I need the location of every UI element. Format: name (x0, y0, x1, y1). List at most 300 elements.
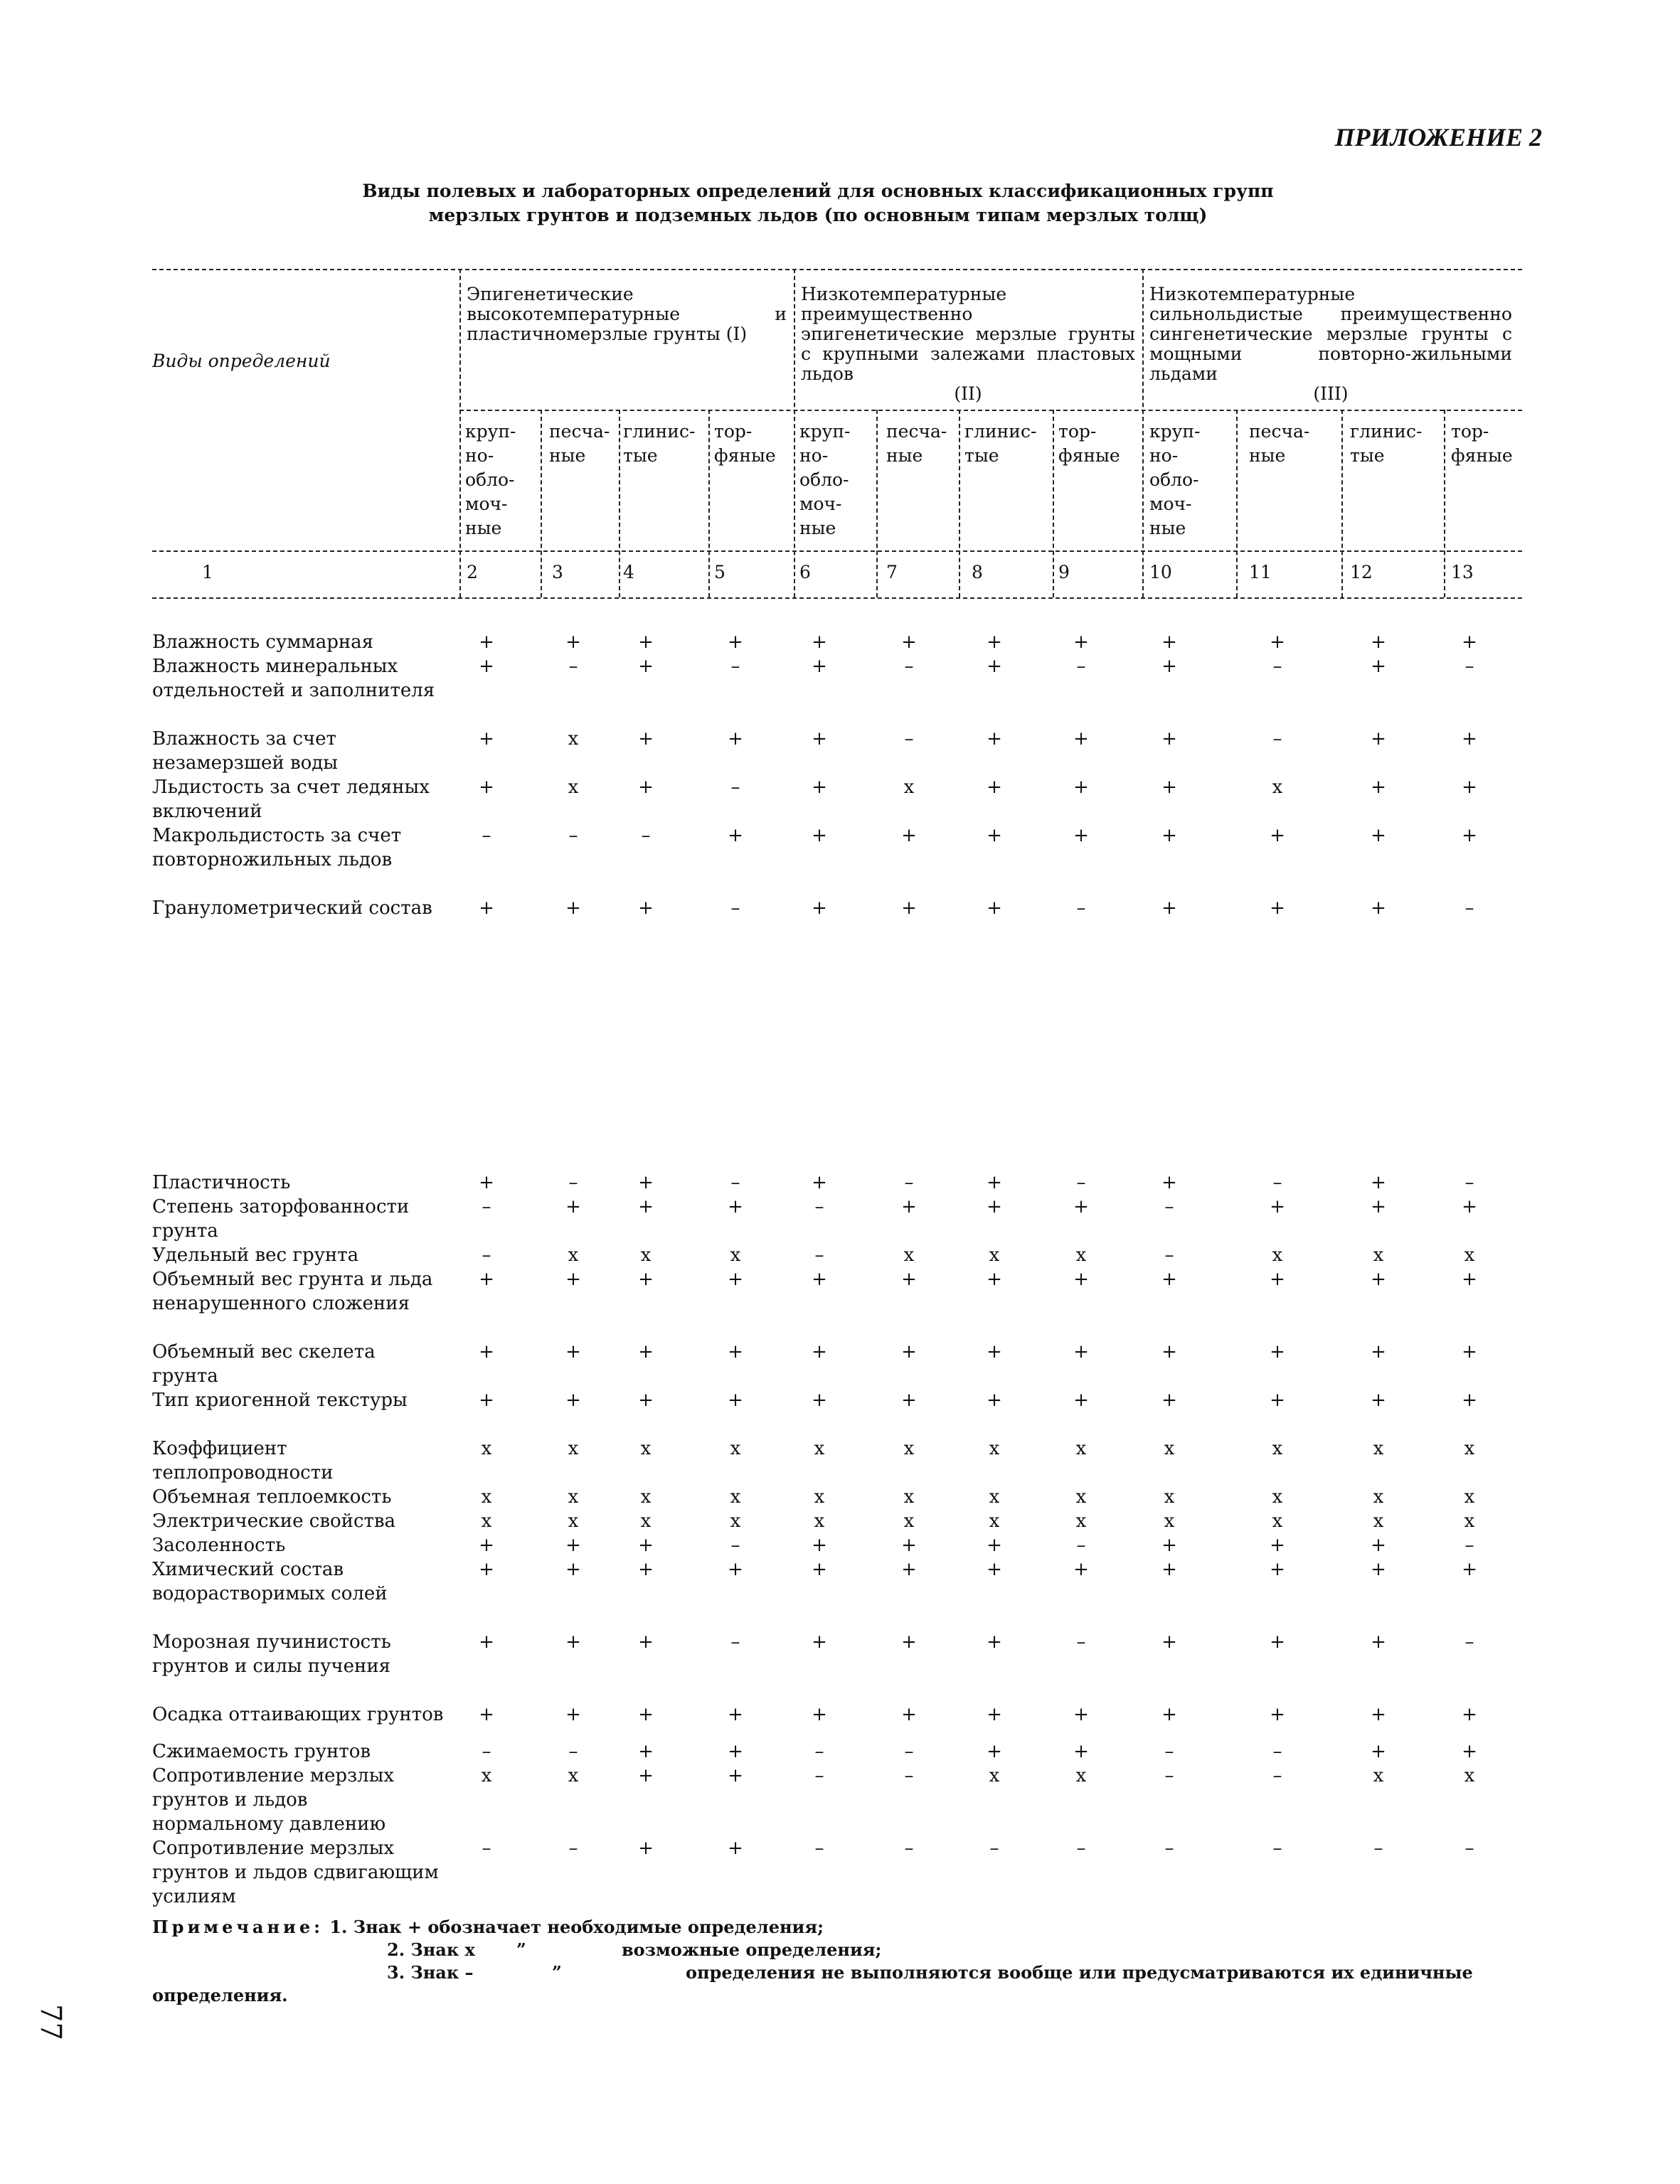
subheader-cell: круп- но- обло- моч- ные (465, 421, 516, 538)
value-mark: х (1373, 1511, 1384, 1532)
value-mark: + (987, 1741, 1002, 1762)
value-mark: + (987, 1390, 1002, 1411)
value-mark: – (814, 1765, 824, 1786)
value-mark: х (568, 1511, 579, 1532)
value-mark: + (728, 1704, 743, 1725)
value-mark: + (638, 1172, 654, 1193)
value-mark: х (730, 1511, 741, 1532)
value-mark: + (987, 728, 1002, 750)
value-mark: + (987, 656, 1002, 677)
value-mark: + (1462, 728, 1477, 750)
value-mark: + (1161, 1535, 1177, 1556)
value-mark: + (1073, 777, 1089, 798)
value-mark: + (1161, 728, 1177, 750)
value-mark: + (1161, 656, 1177, 677)
value-mark: + (1371, 1535, 1386, 1556)
value-mark: + (1161, 1341, 1177, 1363)
value-mark: + (638, 1535, 654, 1556)
value-mark: – (904, 1765, 914, 1786)
value-mark: + (479, 632, 494, 653)
value-mark: – (568, 1172, 578, 1193)
value-mark: – (1076, 1535, 1086, 1556)
value-mark: + (901, 1631, 917, 1653)
value-mark: – (1272, 1765, 1282, 1786)
note-item-2-text: возможные определения; (622, 1939, 882, 1960)
value-mark: – (1164, 1196, 1174, 1218)
row-label: Засоленность (152, 1535, 286, 1556)
value-mark: + (1371, 1390, 1386, 1411)
value-mark: + (638, 656, 654, 677)
value-mark: + (1073, 1390, 1089, 1411)
value-mark: + (638, 728, 654, 750)
value-mark: – (814, 1838, 824, 1859)
value-mark: х (903, 1438, 915, 1459)
title-line-2: мерзлых грунтов и подземных льдов (по основным типам мерзлых толщ) (428, 205, 1208, 225)
value-mark: – (904, 656, 914, 677)
row-label: Объемный вес грунта и льда ненарушенного сложения (152, 1269, 433, 1314)
row-label: Гранулометрический состав (152, 897, 432, 919)
value-mark: + (1462, 1390, 1477, 1411)
value-mark: + (1270, 1704, 1285, 1725)
document-title (285, 179, 1351, 228)
value-mark: + (728, 632, 743, 653)
value-mark: + (1161, 1631, 1177, 1653)
value-mark: + (1073, 728, 1089, 750)
value-mark: + (479, 656, 494, 677)
value-mark: + (565, 1535, 581, 1556)
value-mark: + (812, 1559, 827, 1580)
value-mark: + (1371, 777, 1386, 798)
value-mark: + (565, 1704, 581, 1725)
value-mark: – (730, 777, 740, 798)
value-mark: х (1373, 1765, 1384, 1786)
row-label: Удельный вес грунта (152, 1245, 359, 1266)
value-mark: + (1161, 1704, 1177, 1725)
note (152, 1916, 1561, 2007)
value-mark: + (1371, 632, 1386, 653)
value-mark: + (638, 897, 654, 919)
value-mark: – (1272, 656, 1282, 677)
value-mark: х (730, 1245, 741, 1266)
value-mark: + (1270, 1631, 1285, 1653)
value-mark: – (1464, 1838, 1474, 1859)
value-mark: + (987, 1704, 1002, 1725)
value-mark: х (903, 1245, 915, 1266)
note-item-3-quote: ” (552, 1962, 562, 1983)
value-mark: + (1270, 1559, 1285, 1580)
value-mark: + (901, 1269, 917, 1290)
value-mark: х (568, 728, 579, 750)
value-mark: + (987, 825, 1002, 846)
value-mark: х (1373, 1245, 1384, 1266)
value-mark: + (1371, 656, 1386, 677)
note-item-2-quote: ” (516, 1939, 526, 1960)
value-mark: х (1272, 1245, 1283, 1266)
value-mark: х (989, 1438, 1000, 1459)
row-label: Влажность минеральных отдельностей и заполнителя (152, 656, 435, 701)
value-mark: + (1161, 1390, 1177, 1411)
value-mark: х (1464, 1511, 1475, 1532)
value-mark: + (1371, 1704, 1386, 1725)
value-mark: – (1076, 1172, 1086, 1193)
value-mark: – (730, 1172, 740, 1193)
row-label: Пластичность (152, 1172, 291, 1193)
value-mark: + (1270, 897, 1285, 919)
column-number: 6 (799, 562, 811, 582)
subheader-cell: круп- но- обло- моч- ные (1149, 421, 1201, 538)
value-mark: + (812, 1631, 827, 1653)
value-mark: – (1164, 1765, 1174, 1786)
value-mark: + (565, 897, 581, 919)
value-mark: – (1076, 897, 1086, 919)
value-mark: + (812, 1341, 827, 1363)
value-mark: – (989, 1838, 999, 1859)
value-mark: + (479, 1631, 494, 1653)
value-mark: + (1462, 632, 1477, 653)
value-mark: х (814, 1486, 825, 1508)
value-mark: х (989, 1765, 1000, 1786)
value-mark: + (1270, 1535, 1285, 1556)
value-mark: + (812, 897, 827, 919)
value-mark: – (1272, 1838, 1282, 1859)
group-header-1-text: Эпигенетические высокотемпературные и пластичномерзлые грунты (I) (467, 284, 787, 344)
value-mark: + (728, 1741, 743, 1762)
note-item-3-text: определения не выполняются вообще или предусматриваются их единичные (686, 1962, 1473, 1983)
value-mark: + (565, 1196, 581, 1218)
value-mark: – (814, 1196, 824, 1218)
value-mark: – (904, 1838, 914, 1859)
row-label: Макрольдистость за счет повторножильных льдов (152, 825, 402, 870)
value-mark: + (479, 1341, 494, 1363)
value-mark: х (481, 1438, 492, 1459)
value-mark: х (903, 777, 915, 798)
value-mark: + (812, 1704, 827, 1725)
value-mark: + (812, 656, 827, 677)
value-mark: – (482, 1245, 491, 1266)
row-label: Степень заторфованности грунта (152, 1196, 410, 1242)
value-mark: + (987, 632, 1002, 653)
value-mark: + (638, 1196, 654, 1218)
note-line-2 (152, 1939, 1561, 1961)
value-mark: + (1270, 1269, 1285, 1290)
column-number: 5 (714, 562, 725, 582)
value-mark: х (989, 1486, 1000, 1508)
value-mark: – (1464, 1535, 1474, 1556)
value-mark: + (1371, 1341, 1386, 1363)
value-mark: + (1270, 1341, 1285, 1363)
value-mark: + (987, 1269, 1002, 1290)
row-label: Влажность за счет незамерзшей воды (152, 728, 338, 774)
value-mark: х (814, 1511, 825, 1532)
value-mark: + (728, 1838, 743, 1859)
value-mark: + (1462, 1341, 1477, 1363)
group-header-3 (1149, 284, 1512, 404)
value-mark: х (481, 1511, 492, 1532)
value-mark: – (1373, 1838, 1383, 1859)
value-mark: + (1371, 1172, 1386, 1193)
value-mark: + (901, 1196, 917, 1218)
value-mark: + (901, 1559, 917, 1580)
column-number: 7 (886, 562, 898, 582)
value-mark: х (568, 1765, 579, 1786)
value-mark: + (565, 632, 581, 653)
value-mark: х (989, 1245, 1000, 1266)
value-mark: + (1371, 1741, 1386, 1762)
value-mark: х (1272, 1486, 1283, 1508)
value-mark: х (1075, 1438, 1087, 1459)
value-mark: х (903, 1486, 915, 1508)
value-mark: х (568, 1438, 579, 1459)
column-number: 11 (1249, 562, 1272, 582)
note-line-4: определения. (152, 1985, 288, 2005)
value-mark: + (812, 825, 827, 846)
value-mark: + (1073, 1196, 1089, 1218)
value-mark: + (479, 1704, 494, 1725)
subheader-cell: круп- но- обло- моч- ные (799, 421, 851, 538)
note-item-3-sign: 3. Знак – (387, 1962, 474, 1983)
value-mark: + (1161, 1269, 1177, 1290)
value-mark: + (901, 1390, 917, 1411)
value-mark: + (1161, 1559, 1177, 1580)
column-number: 12 (1350, 562, 1373, 582)
value-mark: х (1464, 1486, 1475, 1508)
column-number: 10 (1149, 562, 1172, 582)
group-header-3-number: (III) (1313, 383, 1349, 404)
value-mark: + (1371, 1269, 1386, 1290)
value-mark: х (730, 1438, 741, 1459)
row-label: Тип криогенной текстуры (152, 1390, 408, 1411)
value-mark: + (1270, 1196, 1285, 1218)
value-mark: + (812, 1390, 827, 1411)
value-mark: + (901, 1535, 917, 1556)
group-header-2 (801, 284, 1135, 404)
value-mark: + (728, 1269, 743, 1290)
group-header-1 (467, 284, 787, 344)
value-mark: х (481, 1486, 492, 1508)
value-mark: + (901, 825, 917, 846)
value-mark: – (1464, 1172, 1474, 1193)
value-mark: х (1373, 1486, 1384, 1508)
row-label: Объемный вес скелета грунта (152, 1341, 376, 1387)
value-mark: х (1272, 1438, 1283, 1459)
note-heading: Примечание: (152, 1917, 324, 1937)
value-mark: – (1464, 656, 1474, 677)
value-mark: + (1161, 897, 1177, 919)
value-mark: + (987, 897, 1002, 919)
value-mark: + (479, 1390, 494, 1411)
row-label: Коэффициент теплопроводности (152, 1438, 334, 1483)
subheader-cell: глинис- тые (964, 421, 1037, 466)
column-number: 13 (1451, 562, 1474, 582)
value-mark: х (1373, 1438, 1384, 1459)
value-mark: + (638, 1269, 654, 1290)
value-mark: – (1076, 1838, 1086, 1859)
value-mark: – (482, 1838, 491, 1859)
value-mark: + (638, 1390, 654, 1411)
value-mark: + (1462, 1196, 1477, 1218)
value-mark: – (1164, 1741, 1174, 1762)
value-mark: х (989, 1511, 1000, 1532)
value-mark: х (1075, 1486, 1087, 1508)
value-mark: + (1371, 897, 1386, 919)
value-mark: + (638, 632, 654, 653)
value-mark: + (638, 1341, 654, 1363)
value-mark: х (1075, 1511, 1087, 1532)
value-mark: – (482, 1741, 491, 1762)
value-mark: + (638, 1704, 654, 1725)
value-mark: + (638, 1765, 654, 1786)
value-mark: – (1272, 728, 1282, 750)
value-mark: + (1073, 1341, 1089, 1363)
row-label: Сопротивление мерзлых грунтов и льдов нормальному давлению (152, 1765, 395, 1835)
value-mark: + (987, 1535, 1002, 1556)
value-mark: – (904, 728, 914, 750)
row-label: Сжимаемость грунтов (152, 1741, 371, 1762)
value-mark: + (565, 1390, 581, 1411)
page-number: 77 (34, 2004, 67, 2040)
column-number: 1 (202, 562, 213, 582)
value-mark: – (730, 897, 740, 919)
value-mark: + (1073, 1741, 1089, 1762)
value-mark: – (482, 1196, 491, 1218)
appendix-label: ПРИЛОЖЕНИЕ 2 (1334, 123, 1542, 151)
value-mark: + (728, 1341, 743, 1363)
row-header: Виды определений (152, 351, 331, 371)
value-mark: х (1075, 1245, 1087, 1266)
subheader-cell: песча- ные (549, 421, 610, 466)
value-mark: – (1164, 1838, 1174, 1859)
value-mark: – (814, 1741, 824, 1762)
value-mark: + (728, 1765, 743, 1786)
value-mark: + (638, 1631, 654, 1653)
value-mark: х (568, 1486, 579, 1508)
value-mark: + (565, 1631, 581, 1653)
subheader-cell: тор- фяные (1451, 421, 1513, 466)
subheader-cell: тор- фяные (714, 421, 776, 466)
value-mark: – (1464, 1631, 1474, 1653)
value-mark: + (1371, 728, 1386, 750)
value-mark: + (728, 1559, 743, 1580)
subheader-cell: глинис- тые (1350, 421, 1423, 466)
value-mark: + (1161, 777, 1177, 798)
value-mark: + (565, 1269, 581, 1290)
value-mark: + (728, 728, 743, 750)
value-mark: х (481, 1765, 492, 1786)
subheader-cell: песча- ные (886, 421, 947, 466)
value-mark: х (1272, 777, 1283, 798)
value-mark: + (901, 632, 917, 653)
value-mark: – (568, 656, 578, 677)
value-mark: х (568, 777, 579, 798)
value-mark: + (728, 825, 743, 846)
value-mark: + (1073, 1704, 1089, 1725)
row-label: Морозная пучинистость грунтов и силы пучения (152, 1631, 391, 1677)
value-mark: + (1462, 1741, 1477, 1762)
note-line-1 (152, 1916, 1561, 1939)
value-mark: – (1076, 656, 1086, 677)
note-line-3 (152, 1961, 1561, 1984)
row-label: Сопротивление мерзлых грунтов и льдов сдвигающим усилиям (152, 1838, 439, 1907)
value-mark: + (987, 1631, 1002, 1653)
value-mark: + (1161, 1172, 1177, 1193)
value-mark: – (730, 1535, 740, 1556)
value-mark: + (479, 777, 494, 798)
value-mark: + (812, 1269, 827, 1290)
value-mark: х (1464, 1245, 1475, 1266)
value-mark: + (812, 1535, 827, 1556)
value-mark: + (1371, 1196, 1386, 1218)
value-mark: х (640, 1245, 652, 1266)
note-item-2-sign: 2. Знак х (387, 1939, 475, 1960)
value-mark: + (987, 1196, 1002, 1218)
value-mark: х (1164, 1511, 1175, 1532)
value-mark: + (479, 1172, 494, 1193)
subheader-cell: глинис- тые (623, 421, 696, 466)
value-mark: + (479, 1535, 494, 1556)
value-mark: – (730, 1631, 740, 1653)
value-mark: + (1270, 632, 1285, 653)
value-mark: + (1371, 1631, 1386, 1653)
row-label: Осадка оттаивающих грунтов (152, 1704, 444, 1725)
value-mark: + (1462, 825, 1477, 846)
subheader-cell: песча- ные (1249, 421, 1310, 466)
row-label: Влажность суммарная (152, 632, 374, 653)
value-mark: х (640, 1511, 652, 1532)
value-mark: х (730, 1486, 741, 1508)
value-mark: + (1371, 825, 1386, 846)
value-mark: – (904, 1172, 914, 1193)
value-mark: + (565, 1341, 581, 1363)
value-mark: + (901, 1341, 917, 1363)
column-number: 3 (552, 562, 563, 582)
value-mark: + (901, 897, 917, 919)
value-mark: + (987, 777, 1002, 798)
value-mark: + (1073, 632, 1089, 653)
value-mark: х (903, 1511, 915, 1532)
value-mark: х (1164, 1438, 1175, 1459)
value-mark: + (812, 632, 827, 653)
value-mark: + (987, 1341, 1002, 1363)
value-mark: – (1076, 1631, 1086, 1653)
note-item-1: 1. Знак + обозначает необходимые определения; (329, 1917, 824, 1937)
value-mark: + (479, 1559, 494, 1580)
value-mark: + (812, 1172, 827, 1193)
column-number: 2 (467, 562, 478, 582)
value-mark: х (568, 1245, 579, 1266)
value-mark: + (1073, 825, 1089, 846)
row-label: Химический состав водорастворимых солей (152, 1559, 388, 1604)
value-mark: + (479, 897, 494, 919)
value-mark: – (1272, 1741, 1282, 1762)
value-mark: – (641, 825, 651, 846)
value-mark: – (568, 1838, 578, 1859)
value-mark: – (904, 1741, 914, 1762)
value-mark: + (812, 728, 827, 750)
value-mark: + (638, 1741, 654, 1762)
value-mark: + (1270, 825, 1285, 846)
title-line-1: Виды полевых и лабораторных определений для основных классификационных групп (362, 181, 1274, 201)
value-mark: + (638, 1559, 654, 1580)
row-label: Льдистость за счет ледяных включений (152, 777, 430, 822)
value-mark: + (638, 777, 654, 798)
value-mark: + (812, 777, 827, 798)
value-mark: + (901, 1704, 917, 1725)
value-mark: + (1073, 1269, 1089, 1290)
value-mark: – (1164, 1245, 1174, 1266)
value-mark: х (1272, 1511, 1283, 1532)
value-mark: – (482, 825, 491, 846)
value-mark: х (814, 1438, 825, 1459)
